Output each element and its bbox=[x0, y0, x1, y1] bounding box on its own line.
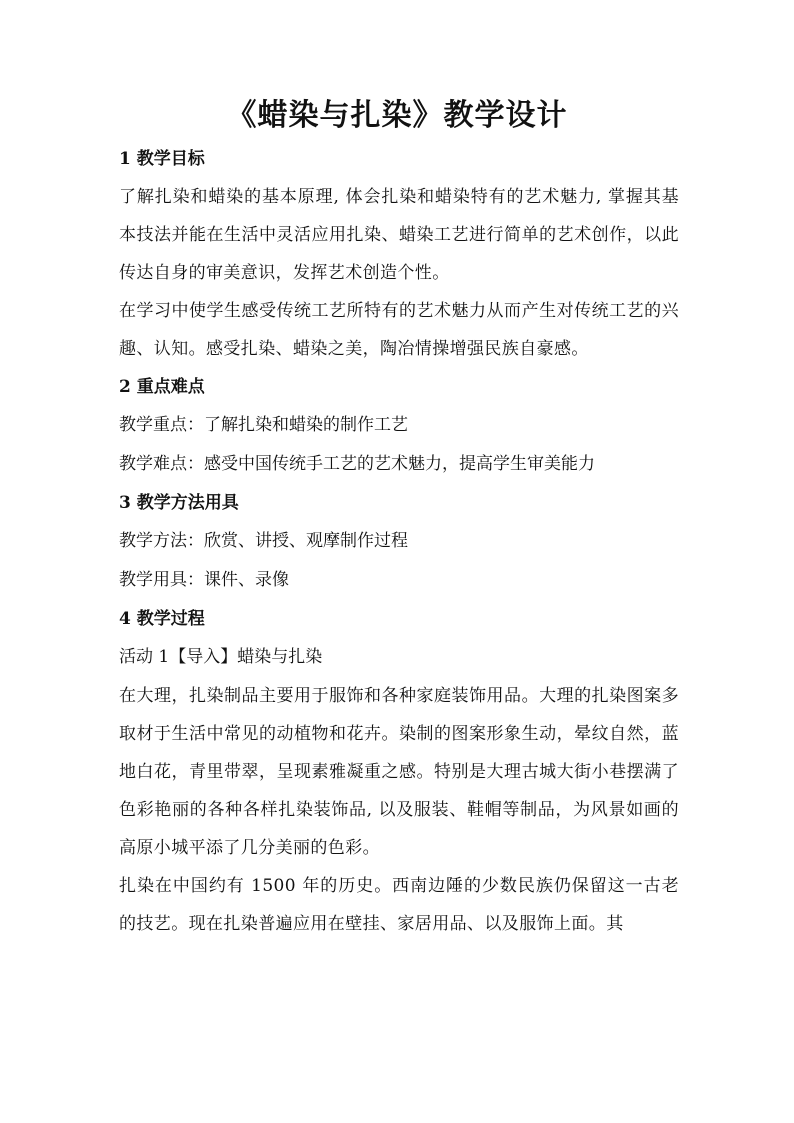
section-heading-methods-tools: 3 教学方法用具 bbox=[119, 493, 239, 513]
objectives-paragraph-2: 在学习中使学生感受传统工艺所特有的艺术魅力从而产生对传统工艺的兴趣、认知。感受扎染、蜡染之美，陶冶情操增强民族自豪感。 bbox=[119, 301, 679, 359]
activity-title: 活动 1【导入】蜡染与扎染 bbox=[119, 647, 323, 667]
document-title: 《蜡染与扎染》教学设计 bbox=[226, 98, 568, 133]
difficulty-line: 教学难点：感受中国传统手工艺的艺术魅力，提高学生审美能力 bbox=[119, 454, 595, 474]
methods-line: 教学方法：欣赏、讲授、观摩制作过程 bbox=[119, 531, 408, 551]
process-paragraph-1: 在大理，扎染制品主要用于服饰和各种家庭装饰用品。大理的扎染图案多取材于生活中常见的动植物和花卉。染制的图案形象生动，晕纹自然，蓝地白花，青里带翠，呈现素雅凝重之感。特别是大理古城大街小巷摆满了色彩艳丽的各种各样扎染装饰品, 以及服装、鞋帽等制品，为风景如画的高原小城平添了几分美丽的色彩。 bbox=[119, 686, 679, 858]
document-body bbox=[119, 140, 679, 943]
tools-line: 教学用具：课件、录像 bbox=[119, 570, 289, 590]
process-paragraph-2: 扎染在中国约有 1500 年的历史。西南边陲的少数民族仍保留这一古老的技艺。现在扎染普遍应用在壁挂、家居用品、以及服饰上面。其 bbox=[119, 876, 679, 934]
objectives-paragraph-1: 了解扎染和蜡染的基本原理, 体会扎染和蜡染特有的艺术魅力, 掌握其基本技法并能在生活中灵活应用扎染、蜡染工艺进行简单的艺术创作，以此传达自身的审美意识，发挥艺术创造个性。 bbox=[119, 187, 679, 283]
section-heading-key-points: 2 重点难点 bbox=[119, 377, 205, 397]
key-point-line: 教学重点：了解扎染和蜡染的制作工艺 bbox=[119, 415, 408, 435]
section-heading-process: 4 教学过程 bbox=[119, 609, 205, 629]
section-heading-objectives: 1 教学目标 bbox=[119, 149, 205, 169]
